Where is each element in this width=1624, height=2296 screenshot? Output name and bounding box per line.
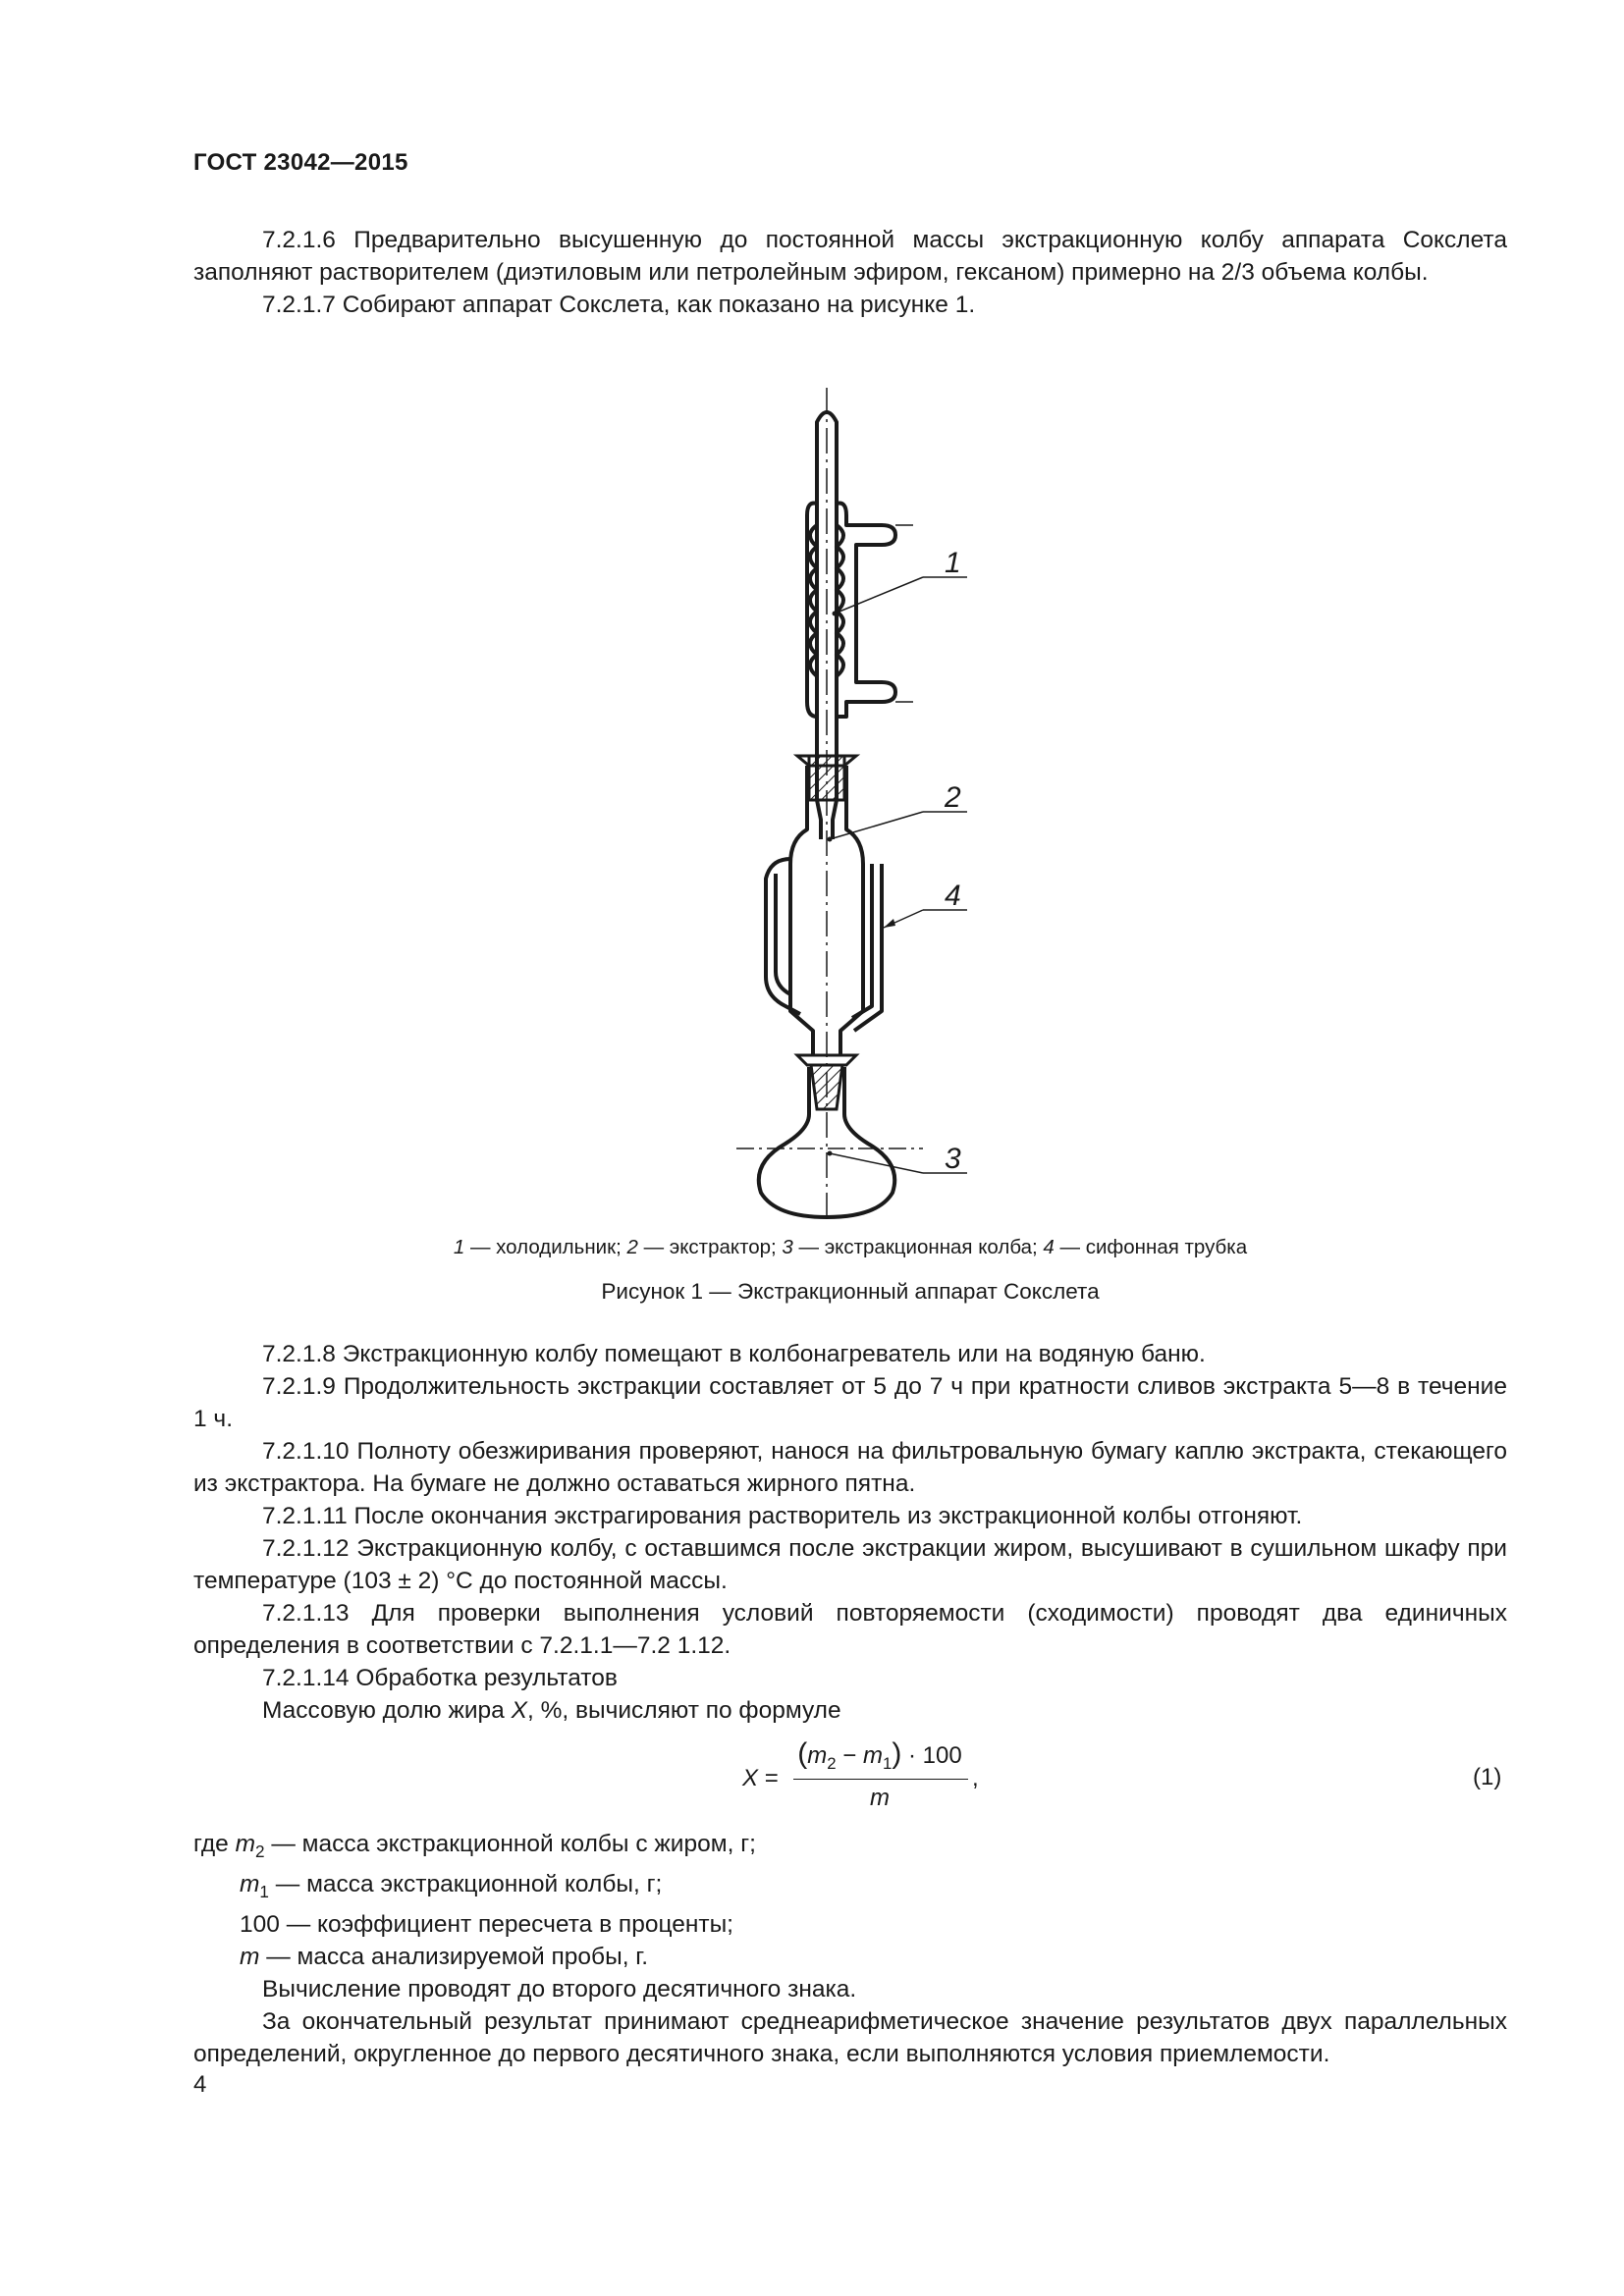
callout-label-2: 2 bbox=[945, 781, 961, 814]
where-text-m: — масса анализируемой пробы, г. bbox=[259, 1944, 649, 1970]
paragraph-7-2-1-7: 7.2.1.7 Собирают аппарат Сокслета, как показано на рисунке 1. bbox=[262, 292, 976, 318]
legend-text-3: — экстракционная колба; bbox=[792, 1236, 1044, 1258]
formula-m2: m bbox=[807, 1742, 828, 1769]
formula-den: m bbox=[870, 1785, 890, 1811]
formula-m2-sub: 2 bbox=[827, 1754, 837, 1773]
where-var-m1: m bbox=[240, 1871, 260, 1897]
callout-label-1: 1 bbox=[945, 547, 961, 579]
paragraph-calc-precision: Вычисление проводят до второго десятичного знака. bbox=[262, 1976, 857, 2002]
legend-num-1: 1 bbox=[453, 1236, 465, 1258]
where-sub-2: 2 bbox=[255, 1842, 265, 1861]
where-row-m1 bbox=[193, 1868, 1507, 1908]
where-prefix: где bbox=[193, 1831, 236, 1857]
formula-paren-close: ) bbox=[892, 1737, 902, 1770]
paragraph-7-2-1-8: 7.2.1.8 Экстракционную колбу помещают в колбонагреватель или на водяную баню. bbox=[262, 1341, 1206, 1367]
where-sub-1: 1 bbox=[259, 1882, 269, 1901]
where-row-m bbox=[193, 1941, 1507, 1973]
paragraph-7-2-1-10: 7.2.1.10 Полноту обезжиривания проверяют, нанося на фильтровальную бумагу каплю экстракта, стекающего из экстрактора. На бумаге не должно оставаться жирного пятна. bbox=[193, 1438, 1507, 1497]
upper-joint-hatch bbox=[809, 756, 844, 800]
formula-numerator bbox=[791, 1737, 968, 1774]
where-text-m2: — масса экстракционной колбы с жиром, г; bbox=[264, 1831, 756, 1857]
where-text-m1: — масса экстракционной колбы, г; bbox=[268, 1871, 663, 1897]
where-row-m2 bbox=[193, 1828, 1507, 1868]
condenser bbox=[807, 412, 895, 766]
lower-joint-hatch bbox=[811, 1065, 842, 1109]
where-var-100: 100 bbox=[240, 1911, 280, 1938]
fraction-bar bbox=[793, 1779, 968, 1780]
paragraph-7-2-1-11: 7.2.1.11 После окончания экстрагирования растворитель из экстракционной колбы отгоняют. bbox=[262, 1503, 1303, 1529]
formula-intro-before: Массовую долю жира bbox=[262, 1697, 512, 1724]
legend-text-1: — холодильник; bbox=[464, 1236, 627, 1258]
formula-m1-sub: 1 bbox=[882, 1754, 893, 1773]
document-header: ГОСТ 23042—2015 bbox=[193, 149, 408, 176]
paragraphs-mid bbox=[193, 1338, 1507, 1727]
paragraph-7-2-1-14: 7.2.1.14 Обработка результатов bbox=[262, 1665, 618, 1691]
paragraph-final-result: За окончательный результат принимают среднеарифметическое значение результатов двух параллельных определений, округленное до первого десятичного знака, если выполняются условия приемлемости. bbox=[193, 2008, 1507, 2067]
formula-intro-after: , %, вычисляют по формуле bbox=[526, 1697, 841, 1724]
formula-eq: = bbox=[764, 1765, 779, 1791]
figure-caption: Рисунок 1 — Экстракционный аппарат Сокслета bbox=[601, 1279, 1100, 1304]
where-text-100: — коэффициент пересчета в проценты; bbox=[279, 1911, 733, 1938]
formula-paren-open: ( bbox=[797, 1737, 808, 1770]
legend-num-2: 2 bbox=[626, 1236, 638, 1258]
where-row-100 bbox=[193, 1908, 1507, 1941]
formula-lhs: X bbox=[742, 1765, 759, 1791]
formula-denominator bbox=[791, 1785, 968, 1812]
formula-number: (1) bbox=[1473, 1764, 1502, 1790]
legend-num-3: 3 bbox=[782, 1236, 793, 1258]
formula-intro bbox=[193, 1694, 1507, 1727]
where-var-m: m bbox=[240, 1944, 260, 1970]
paragraph-7-2-1-13: 7.2.1.13 Для проверки выполнения условий повторяемости (сходимости) проводят два единичных определения в соответствии с 7.2.1.1—7.2 1.12. bbox=[193, 1600, 1507, 1659]
callout-label-4: 4 bbox=[945, 880, 961, 912]
paragraphs-top bbox=[193, 224, 1507, 321]
paragraph-7-2-1-12: 7.2.1.12 Экстракционную колбу, с оставшимся после экстракции жиром, высушивают в сушильном шкафу при температуре (103 ± 2) °С до постоянной массы. bbox=[193, 1535, 1507, 1594]
where-block bbox=[193, 1828, 1507, 2070]
page-number: 4 bbox=[193, 2071, 207, 2098]
legend-text-2: — экстрактор; bbox=[637, 1236, 783, 1258]
formula-minus: − bbox=[836, 1742, 863, 1769]
figure-legend bbox=[193, 1236, 1507, 1259]
formula-m1: m bbox=[862, 1742, 883, 1769]
formula-intro-var: X bbox=[511, 1697, 527, 1724]
callout-lines bbox=[830, 577, 967, 1173]
soxhlet-apparatus-figure bbox=[687, 378, 982, 1222]
where-var-m2: m bbox=[235, 1831, 255, 1857]
extractor bbox=[766, 766, 882, 1055]
paragraph-7-2-1-9: 7.2.1.9 Продолжительность экстракции составляет от 5 до 7 ч при кратности сливов экстракта 5—8 в течение 1 ч. bbox=[193, 1373, 1507, 1432]
paragraph-7-2-1-6: 7.2.1.6 Предварительно высушенную до постоянной массы экстракционную колбу аппарата Сокслета заполняют растворителем (диэтиловым или петролейным эфиром, гексаном) примерно на 2/3 объема колбы. bbox=[193, 227, 1507, 286]
legend-num-4: 4 bbox=[1043, 1236, 1055, 1258]
legend-text-4: — сифонная трубка bbox=[1054, 1236, 1248, 1258]
callout-label-3: 3 bbox=[945, 1143, 961, 1175]
formula-times: · 100 bbox=[901, 1742, 962, 1769]
formula-comma: , bbox=[972, 1765, 979, 1791]
